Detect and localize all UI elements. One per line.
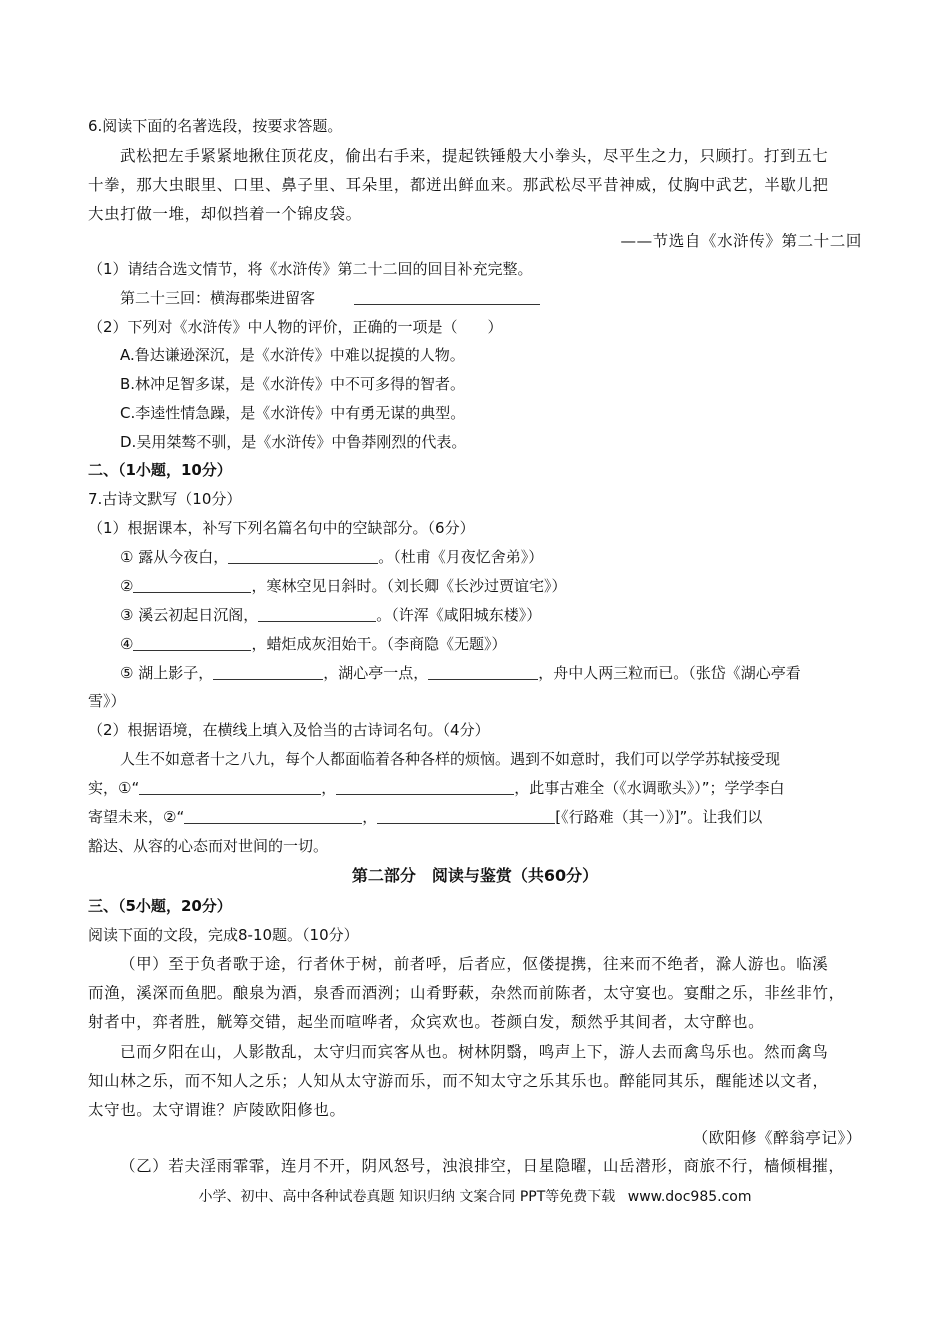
- context-line-4: 豁达、从容的心态而对世间的一切。: [88, 837, 329, 855]
- jia2-line-2: 知山林之乐，而不知人之乐；人知从太守游而乐，而不知太守之乐其乐也。醉能同其乐，醒能述以文者，: [88, 1072, 829, 1090]
- q6-passage-line-3: 大虫打做一堆，却似挡着一个锦皮袋。: [88, 205, 362, 223]
- q7-item-3: ③ 溪云初起日沉阁， 。（许浑《咸阳城东楼》）: [120, 606, 542, 624]
- q6-source: ——节选自《水浒传》第二十二回: [620, 232, 862, 250]
- context-line-3: 寄望未来，②“ ， [《行路难（其一）》]”。让我们以: [88, 808, 763, 826]
- q6-option-a: A.鲁达谦逊深沉，是《水浒传》中难以捉摸的人物。: [120, 346, 465, 364]
- blank-5a[interactable]: [213, 663, 323, 680]
- context-line-2: 实，①“ ， ，此事古难全（《水调歌头》）”；学学李白: [88, 779, 785, 797]
- part2-heading: 第二部分 阅读与鉴赏（共60分）: [351, 866, 599, 885]
- q6-passage-line-2: 十拳，那大虫眼里、口里、鼻子里、耳朵里，都迸出鲜血来。那武松尽平昔神威，仗胸中武艺，半歇儿把: [88, 176, 829, 194]
- blank-6a[interactable]: [139, 778, 321, 795]
- q7-title: 7.古诗文默写（10分）: [88, 490, 242, 508]
- q7-sub1: （1）根据课本，补写下列名篇名句中的空缺部分。（6分）: [88, 519, 475, 537]
- q7-sub2: （2）根据语境，在横线上填入及恰当的古诗词名句。（4分）: [88, 721, 490, 739]
- q6-sub1-chapter: [120, 288, 540, 308]
- page-footer: [0, 1186, 950, 1206]
- q6-option-d: D.吴用桀骜不驯，是《水浒传》中鲁莽刚烈的代表。: [120, 433, 467, 451]
- q7-item-2: ② ，寒林空见日斜时。（刘长卿《长沙过贾谊宅》）: [120, 577, 567, 595]
- jia-line-1: （甲）至于负者歌于途，行者休于树，前者呼，后者应，伛偻提携，往来而不绝者，滁人游也。临溪: [120, 955, 829, 973]
- section2-heading: 二、（1小题，10分）: [88, 461, 232, 479]
- q7-item-5: ⑤ 湖上影子， ，湖心亭一点， ，舟中人两三粒而已。（张岱《湖心亭看: [120, 664, 801, 682]
- jia2-line-1: 已而夕阳在山，人影散乱，太守归而宾客从也。树林阴翳，鸣声上下，游人去而禽鸟乐也。然而禽鸟: [120, 1043, 829, 1061]
- q6-sub2: （2）下列对《水浒传》中人物的评价，正确的一项是（ ）: [88, 318, 503, 336]
- section3-heading: 三、（5小题，20分）: [88, 897, 232, 915]
- context-line-1: 人生不如意者十之八九，每个人都面临着各种各样的烦恼。遇到不如意时，我们可以学学苏轼接受现: [120, 750, 781, 768]
- blank-7a[interactable]: [184, 807, 362, 824]
- q6-option-b: B.林冲足智多谋，是《水浒传》中不可多得的智者。: [120, 375, 466, 393]
- footer-text: 小学、初中、高中各种试卷真题 知识归纳 文案合同 PPT等免费下载: [198, 1189, 616, 1205]
- jia-line-3: 射者中，弈者胜，觥筹交错，起坐而喧哗者，众宾欢也。苍颜白发，颓然乎其间者，太守醉也。: [88, 1013, 765, 1031]
- blank-7b[interactable]: [377, 807, 555, 824]
- q7-item-5-cont: 雪》）: [88, 692, 126, 710]
- blank-4[interactable]: [133, 634, 251, 651]
- blank-3[interactable]: [258, 605, 376, 622]
- blank-1[interactable]: [228, 547, 378, 564]
- blank-6b[interactable]: [336, 778, 514, 795]
- yi-line-1: （乙）若夫淫雨霏霏，连月不开，阴风怒号，浊浪排空，日星隐曜，山岳潜形，商旅不行，樯倾楫摧，: [120, 1157, 845, 1175]
- chapter-title: 第二十三回：横海郡柴进留客: [120, 289, 316, 307]
- jia-line-2: 而渔，溪深而鱼肥。酿泉为酒，泉香而酒洌；山肴野蔌，杂然而前陈者，太守宴也。宴酣之乐，非丝非竹，: [88, 984, 845, 1002]
- blank-2[interactable]: [133, 576, 251, 593]
- jia-source: （欧阳修《醉翁亭记》）: [692, 1129, 862, 1147]
- blank-5b[interactable]: [428, 663, 538, 680]
- q7-item-4: ④ ，蜡炬成灰泪始干。（李商隐《无题》）: [120, 635, 507, 653]
- chapter-answer-blank[interactable]: [354, 288, 540, 305]
- q6-sub1: （1）请结合选文情节，将《水浒传》第二十二回的回目补充完整。: [88, 260, 533, 278]
- jia2-line-3: 太守也。太守谓谁？庐陵欧阳修也。: [88, 1101, 346, 1119]
- footer-url[interactable]: www.doc985.com: [627, 1189, 752, 1205]
- q6-passage-line-1: 武松把左手紧紧地揪住顶花皮，偷出右手来，提起铁锤般大小拳头，尽平生之力，只顾打。打到五七: [120, 147, 829, 165]
- q7-item-1: ① 露从今夜白， 。（杜甫《月夜忆舍弟》）: [120, 548, 544, 566]
- q6-title: 6.阅读下面的名著选段，按要求答题。: [88, 117, 343, 135]
- section3-intro: 阅读下面的文段，完成8-10题。（10分）: [88, 926, 359, 944]
- q6-option-c: C.李逵性情急躁，是《水浒传》中有勇无谋的典型。: [120, 404, 466, 422]
